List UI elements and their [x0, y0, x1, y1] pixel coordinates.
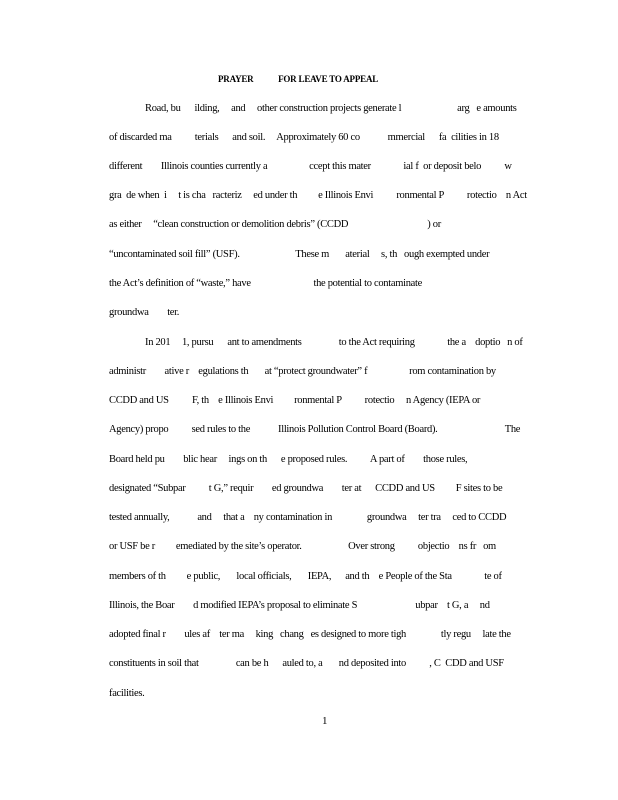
text-line: tested annually, and that a ny contamination in groundwa ter tra ced to CCDD	[109, 512, 507, 523]
text-line: facilities.	[109, 688, 145, 699]
text-line: members of th e public, local officials, IEPA, and th e People of the Sta te of	[109, 571, 502, 582]
text-line: Board held pu blic hear ings on th e proposed rules. A part of those rules,	[109, 454, 468, 465]
section-heading: PRAYER FOR LEAVE TO APPEAL	[218, 74, 379, 84]
text-line: In 201 1, pursu ant to amendments to the Act requiring the a doptio n of	[145, 337, 523, 348]
text-line: adopted final r ules af ter ma king chang es designed to more tigh tly regu late the	[109, 629, 511, 640]
text-line: Road, bu ilding, and other construction projects generate l arg e amounts	[145, 103, 517, 114]
text-line: the Act’s definition of “waste,” have the potential to contaminate	[109, 278, 422, 289]
text-line: as either “clean construction or demolition debris” (CCDD ) or	[109, 219, 441, 230]
page-number: 1	[322, 715, 328, 727]
text-line: Illinois, the Boar d modified IEPA’s proposal to eliminate S ubpar t G, a nd	[109, 600, 490, 611]
text-line: of discarded ma terials and soil. Approximately 60 co mmercial fa cilities in 18	[109, 132, 499, 143]
text-line: administr ative r egulations th at “protect groundwater” f rom contamination by	[109, 366, 496, 377]
text-line: designated “Subpar t G,” requir ed groundwa ter at CCDD and US F sites to be	[109, 483, 503, 494]
text-line: “uncontaminated soil fill” (USF). These m aterial s, th ough exempted under	[109, 249, 490, 260]
text-line: Agency) propo sed rules to the Illinois Pollution Control Board (Board). The	[109, 424, 521, 435]
text-line: groundwa ter.	[109, 307, 180, 318]
text-line: or USF be r emediated by the site’s operator. Over strong objectio ns fr om	[109, 541, 496, 552]
text-line: gra de when i t is cha racteriz ed under th e Illinois Envi ronmental P rotectio n Act	[109, 190, 527, 201]
text-line: constituents in soil that can be h auled to, a nd deposited into , C CDD and USF	[109, 658, 504, 669]
text-line: CCDD and US F, th e Illinois Envi ronmental P rotectio n Agency (IEPA or	[109, 395, 481, 406]
text-line: different Illinois counties currently a ccept this mater ial f or deposit belo w	[109, 161, 512, 172]
